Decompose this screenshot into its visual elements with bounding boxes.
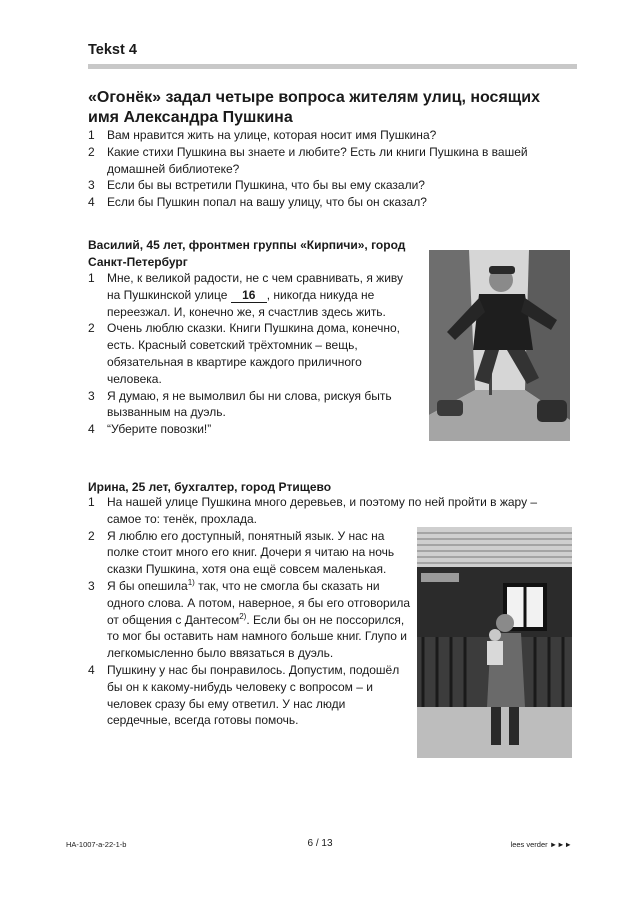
exam-code: HA-1007-a-22-1-b xyxy=(66,840,127,849)
photo-irina-with-daughter xyxy=(417,527,572,758)
question-item xyxy=(88,144,558,178)
photo-vasily-drawing xyxy=(429,250,570,441)
question-list xyxy=(88,127,558,211)
continue-indicator: lees verder ►►► xyxy=(510,840,572,849)
answer-list-vasily xyxy=(88,270,418,438)
question-text: Если бы вы встретили Пушкина, что бы вы ему сказали? xyxy=(107,178,425,193)
answer-number: 1 xyxy=(88,495,95,509)
answer-number: 1 xyxy=(88,271,95,285)
answer-item xyxy=(88,270,418,320)
answer-number: 4 xyxy=(88,662,95,677)
answer-number: 3 xyxy=(88,578,95,593)
photo-irina-drawing xyxy=(417,527,572,758)
answer-item xyxy=(88,421,418,438)
person-heading-vasily: Василий, 45 лет, фронтмен группы «Кирпичи», город Санкт-Петербург xyxy=(88,238,406,269)
header-divider xyxy=(88,64,577,69)
question-number: 2 xyxy=(88,144,95,159)
question-item xyxy=(88,127,558,144)
question-number: 4 xyxy=(88,195,95,210)
section-title: Tekst 4 xyxy=(88,42,137,58)
answer-number: 4 xyxy=(88,422,95,437)
answer-text: Мне, к великой радости, не с чем сравнивать, я живу на Пушкинской улице 16 , никогда никуда не переезжал. И, конечно же, я счастлив здесь жить. xyxy=(107,271,404,319)
answer-item xyxy=(88,494,558,528)
gap-number: 16 xyxy=(231,289,267,303)
question-number: 3 xyxy=(88,178,95,193)
photo-vasily-jumping xyxy=(429,250,570,441)
question-item xyxy=(88,194,558,211)
question-text: Вам нравится жить на улице, которая носит имя Пушкина? xyxy=(107,128,437,142)
answer-text: Я бы опешила$^{1)}$ так, что не смогла бы сказать ни одного слова. А потом, наверное, я бы его отговорила от общения с Дантесом$^{2)}$. Если бы он не поссорился, то мог бы оставить нам намного больше книг. Глупо и легкомысленно было ввязаться в дуэль. xyxy=(107,577,411,661)
answer-text: Очень люблю сказки. Книги Пушкина дома, конечно, есть. Красный советский трёхтомник – вещь, обязательная в квартире каждого приличного человека. xyxy=(107,321,401,386)
answer-text: На нашей улице Пушкина много деревьев, и поэтому по ней пройти в жару – самое то: тенёк, прохлада. xyxy=(107,495,538,526)
page-number: 6 / 13 xyxy=(307,838,333,849)
answer-text: “Уберите повозки!” xyxy=(107,422,212,437)
footnote-ref-1: 1) xyxy=(187,577,195,587)
answer-text: Я люблю его доступный, понятный язык. У нас на полке стоит много его книг. Дочери я читаю на ночь сказки Пушкина, хотя она ещё совсем маленькая. xyxy=(107,528,395,577)
answer-number: 3 xyxy=(88,388,95,403)
answer-number: 2 xyxy=(88,321,95,336)
article-title: «Огонёк» задал четыре вопроса жителям улиц, носящих имя Александра Пушкина xyxy=(88,89,541,126)
answer-text: Я думаю, я не вымолвил бы ни слова, рискуя быть вызванным на дуэль. xyxy=(107,388,392,420)
question-text: Какие стихи Пушкина вы знаете и любите? Есть ли книги Пушкина в вашей домашней библиотеке? xyxy=(107,144,528,176)
footnote-ref-2: 2) xyxy=(239,611,247,621)
question-text: Если бы Пушкин попал на вашу улицу, что бы он сказал? xyxy=(107,195,427,210)
question-item xyxy=(88,177,558,194)
person-heading-irina: Ирина, 25 лет, бухгалтер, город Ртищево xyxy=(88,480,332,494)
answer-number: 2 xyxy=(88,528,95,543)
question-number: 1 xyxy=(88,128,95,142)
answer-item xyxy=(88,388,418,422)
answer-text: Пушкину у нас бы понравилось. Допустим, подошёл бы он к какому-нибудь человеку с вопросом – и человек сразу бы ему ответил. У нас люди сердечные, всегда готовы помочь. xyxy=(107,662,400,728)
answer-item xyxy=(88,320,418,387)
